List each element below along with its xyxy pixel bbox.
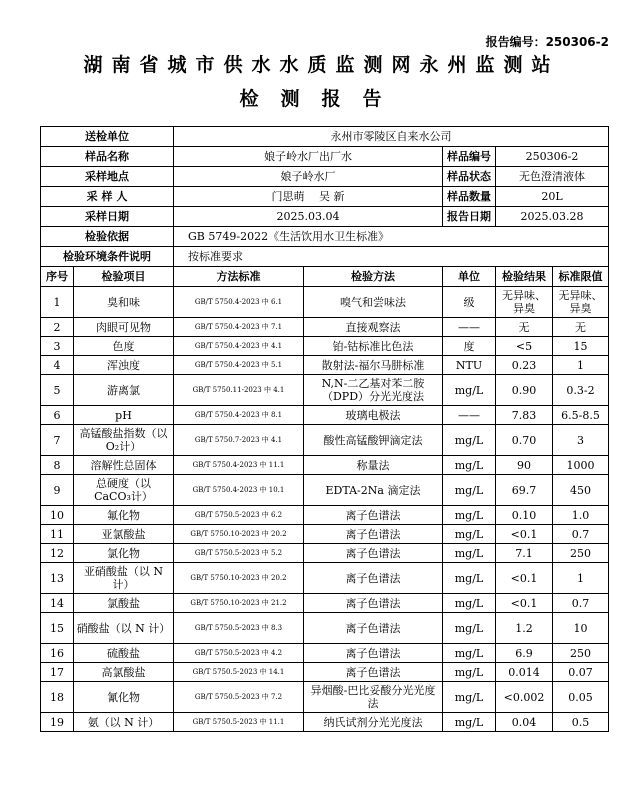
row-std-cell: GB/T 5750.5-2023 中 7.2 [174, 682, 304, 713]
table-row [41, 475, 609, 506]
row-result-cell: 0.04 [496, 713, 553, 732]
row-result-cell: <0.1 [496, 594, 553, 613]
row-item-cell: 高氯酸盐 [74, 663, 174, 682]
row-limit-cell: 1000 [553, 456, 609, 475]
info-row-site [41, 167, 609, 187]
row-result-cell: 0.23 [496, 356, 553, 375]
table-row [41, 425, 609, 456]
state-label: 样品状态 [443, 167, 496, 187]
report-number: 报告编号：250306-2 [485, 35, 609, 49]
row-result-cell: <0.1 [496, 563, 553, 594]
row-no-cell: 4 [41, 356, 74, 375]
qty-value: 20L [496, 187, 609, 207]
row-method-cell: 离子色谱法 [304, 563, 443, 594]
row-limit-cell: 0.3-2 [553, 375, 609, 406]
row-no-cell: 9 [41, 475, 74, 506]
organization-title: 湖南省城市供水水质监测网永州监测站 [83, 54, 560, 76]
row-item-cell: 游离氯 [74, 375, 174, 406]
row-no-cell: 1 [41, 287, 74, 318]
row-item-cell: 亚氯酸盐 [74, 525, 174, 544]
row-std-cell: GB/T 5750.11-2023 中 4.1 [174, 375, 304, 406]
row-item-cell: 肉眼可见物 [74, 318, 174, 337]
row-no-cell: 16 [41, 644, 74, 663]
sample-no-label: 样品编号 [443, 147, 496, 167]
row-std-cell: GB/T 5750.5-2023 中 8.3 [174, 613, 304, 644]
row-unit-cell: mg/L [443, 425, 496, 456]
info-row-basis [41, 227, 609, 247]
row-std-cell: GB/T 5750.10-2023 中 21.2 [174, 594, 304, 613]
row-unit-cell: mg/L [443, 663, 496, 682]
table-row [41, 644, 609, 663]
row-result-cell: <0.002 [496, 682, 553, 713]
report-date-label: 报告日期 [443, 207, 496, 227]
row-std-cell: GB/T 5750.4-2023 中 10.1 [174, 475, 304, 506]
sampler-value: 门思萌 吴 新 [174, 187, 443, 207]
row-result-cell: 69.7 [496, 475, 553, 506]
basis-label: 检验依据 [41, 227, 174, 247]
row-method-cell: 离子色谱法 [304, 663, 443, 682]
row-unit-cell: mg/L [443, 682, 496, 713]
row-std-cell: GB/T 5750.5-2023 中 14.1 [174, 663, 304, 682]
row-method-cell: 离子色谱法 [304, 506, 443, 525]
row-item-cell: 高锰酸盐指数（以 O₂计） [74, 425, 174, 456]
row-limit-cell: 0.05 [553, 682, 609, 713]
row-method-cell: 异烟酸-巴比妥酸分光光度法 [304, 682, 443, 713]
row-limit-cell: 250 [553, 544, 609, 563]
site-value: 娘子岭水厂 [174, 167, 443, 187]
row-no-cell: 13 [41, 563, 74, 594]
row-limit-cell: 0.07 [553, 663, 609, 682]
row-limit-cell: 无 [553, 318, 609, 337]
row-limit-cell: 0.7 [553, 594, 609, 613]
row-item-cell: 溶解性总固体 [74, 456, 174, 475]
row-item-cell: 色度 [74, 337, 174, 356]
row-item-cell: pH [74, 406, 174, 425]
col-std-header: 方法标准 [174, 267, 304, 287]
row-result-cell: 无异味、异臭 [496, 287, 553, 318]
row-unit-cell: —— [443, 318, 496, 337]
row-std-cell: GB/T 5750.4-2023 中 11.1 [174, 456, 304, 475]
row-unit-cell: mg/L [443, 594, 496, 613]
site-label: 采样地点 [41, 167, 174, 187]
table-row [41, 287, 609, 318]
row-no-cell: 10 [41, 506, 74, 525]
col-result-header: 检验结果 [496, 267, 553, 287]
row-std-cell: GB/T 5750.7-2023 中 4.1 [174, 425, 304, 456]
sample-no-value: 250306-2 [496, 147, 609, 167]
row-item-cell: 硫酸盐 [74, 644, 174, 663]
row-method-cell: 纳氏试剂分光光度法 [304, 713, 443, 732]
sampler-label: 采 样 人 [41, 187, 174, 207]
row-result-cell: 0.10 [496, 506, 553, 525]
row-limit-cell: 1.0 [553, 506, 609, 525]
table-row [41, 356, 609, 375]
row-unit-cell: mg/L [443, 506, 496, 525]
row-method-cell: 酸性高锰酸钾滴定法 [304, 425, 443, 456]
row-limit-cell: 250 [553, 644, 609, 663]
table-row [41, 613, 609, 644]
row-result-cell: 无 [496, 318, 553, 337]
date-label: 采样日期 [41, 207, 174, 227]
sample-name-label: 样品名称 [41, 147, 174, 167]
document-title: 检测报告 [239, 88, 404, 110]
date-value: 2025.03.04 [174, 207, 443, 227]
row-method-cell: 离子色谱法 [304, 525, 443, 544]
row-item-cell: 氨（以 N 计） [74, 713, 174, 732]
column-header-row [41, 267, 609, 287]
row-item-cell: 总硬度（以 CaCO₃计） [74, 475, 174, 506]
row-item-cell: 氯化物 [74, 544, 174, 563]
row-unit-cell: 度 [443, 337, 496, 356]
row-item-cell: 氯酸盐 [74, 594, 174, 613]
row-no-cell: 14 [41, 594, 74, 613]
row-std-cell: GB/T 5750.5-2023 中 4.2 [174, 644, 304, 663]
row-result-cell: 90 [496, 456, 553, 475]
table-row [41, 506, 609, 525]
row-no-cell: 8 [41, 456, 74, 475]
row-method-cell: EDTA-2Na 滴定法 [304, 475, 443, 506]
row-unit-cell: mg/L [443, 375, 496, 406]
row-item-cell: 氰化物 [74, 682, 174, 713]
col-limit-header: 标准限值 [553, 267, 609, 287]
row-unit-cell: 级 [443, 287, 496, 318]
row-method-cell: 称量法 [304, 456, 443, 475]
client-value: 永州市零陵区自来水公司 [174, 127, 609, 147]
table-row [41, 456, 609, 475]
row-method-cell: 散射法-福尔马肼标准 [304, 356, 443, 375]
row-unit-cell: mg/L [443, 544, 496, 563]
table-row [41, 544, 609, 563]
row-result-cell: 6.9 [496, 644, 553, 663]
row-item-cell: 氟化物 [74, 506, 174, 525]
basis-value: GB 5749-2022《生活饮用水卫生标准》 [174, 227, 609, 247]
table-row [41, 375, 609, 406]
env-label: 检验环境条件说明 [41, 247, 174, 267]
result-rows [41, 287, 609, 732]
row-no-cell: 5 [41, 375, 74, 406]
info-row-env [41, 247, 609, 267]
row-no-cell: 7 [41, 425, 74, 456]
table-row [41, 318, 609, 337]
row-no-cell: 6 [41, 406, 74, 425]
row-unit-cell: mg/L [443, 475, 496, 506]
info-row-sample [41, 147, 609, 167]
row-item-cell: 硝酸盐（以 N 计） [74, 613, 174, 644]
row-result-cell: <0.1 [496, 525, 553, 544]
table-row [41, 682, 609, 713]
table-row [41, 563, 609, 594]
qty-label: 样品数量 [443, 187, 496, 207]
row-limit-cell: 无异味、异臭 [553, 287, 609, 318]
row-no-cell: 19 [41, 713, 74, 732]
row-unit-cell: mg/L [443, 644, 496, 663]
row-unit-cell: mg/L [443, 713, 496, 732]
row-unit-cell: —— [443, 406, 496, 425]
row-result-cell: 0.90 [496, 375, 553, 406]
row-limit-cell: 1 [553, 563, 609, 594]
client-label: 送检单位 [41, 127, 174, 147]
row-std-cell: GB/T 5750.4-2023 中 4.1 [174, 337, 304, 356]
row-method-cell: 铂-钴标准比色法 [304, 337, 443, 356]
table-row [41, 663, 609, 682]
row-limit-cell: 0.5 [553, 713, 609, 732]
row-std-cell: GB/T 5750.5-2023 中 6.2 [174, 506, 304, 525]
row-limit-cell: 6.5-8.5 [553, 406, 609, 425]
row-no-cell: 11 [41, 525, 74, 544]
row-unit-cell: mg/L [443, 456, 496, 475]
state-value: 无色澄清液体 [496, 167, 609, 187]
row-std-cell: GB/T 5750.10-2023 中 20.2 [174, 563, 304, 594]
row-std-cell: GB/T 5750.4-2023 中 7.1 [174, 318, 304, 337]
row-limit-cell: 3 [553, 425, 609, 456]
table-row [41, 406, 609, 425]
col-no-header: 序号 [41, 267, 74, 287]
row-method-cell: 离子色谱法 [304, 644, 443, 663]
row-std-cell: GB/T 5750.10-2023 中 20.2 [174, 525, 304, 544]
row-no-cell: 15 [41, 613, 74, 644]
report-table [40, 126, 609, 732]
info-row-date [41, 207, 609, 227]
row-no-cell: 2 [41, 318, 74, 337]
row-result-cell: 0.70 [496, 425, 553, 456]
row-no-cell: 18 [41, 682, 74, 713]
row-unit-cell: mg/L [443, 525, 496, 544]
row-item-cell: 浑浊度 [74, 356, 174, 375]
row-result-cell: 1.2 [496, 613, 553, 644]
row-item-cell: 亚硝酸盐（以 N 计） [74, 563, 174, 594]
row-no-cell: 17 [41, 663, 74, 682]
row-method-cell: 离子色谱法 [304, 594, 443, 613]
table-row [41, 594, 609, 613]
row-unit-cell: mg/L [443, 613, 496, 644]
table-row [41, 525, 609, 544]
row-limit-cell: 0.7 [553, 525, 609, 544]
row-unit-cell: mg/L [443, 563, 496, 594]
env-value: 按标准要求 [174, 247, 609, 267]
col-unit-header: 单位 [443, 267, 496, 287]
row-method-cell: 直接观察法 [304, 318, 443, 337]
row-result-cell: 7.83 [496, 406, 553, 425]
row-limit-cell: 450 [553, 475, 609, 506]
info-row-client [41, 127, 609, 147]
col-method-header: 检验方法 [304, 267, 443, 287]
row-method-cell: 离子色谱法 [304, 544, 443, 563]
row-limit-cell: 10 [553, 613, 609, 644]
row-item-cell: 臭和味 [74, 287, 174, 318]
row-limit-cell: 15 [553, 337, 609, 356]
row-std-cell: GB/T 5750.5-2023 中 11.1 [174, 713, 304, 732]
row-std-cell: GB/T 5750.4-2023 中 5.1 [174, 356, 304, 375]
report-date-value: 2025.03.28 [496, 207, 609, 227]
info-row-sampler [41, 187, 609, 207]
row-method-cell: N,N-二乙基对苯二胺（DPD）分光光度法 [304, 375, 443, 406]
table-row [41, 337, 609, 356]
sample-name-value: 娘子岭水厂出厂水 [174, 147, 443, 167]
row-unit-cell: NTU [443, 356, 496, 375]
row-std-cell: GB/T 5750.4-2023 中 8.1 [174, 406, 304, 425]
row-std-cell: GB/T 5750.5-2023 中 5.2 [174, 544, 304, 563]
row-limit-cell: 1 [553, 356, 609, 375]
row-result-cell: 7.1 [496, 544, 553, 563]
table-row [41, 713, 609, 732]
row-result-cell: <5 [496, 337, 553, 356]
row-method-cell: 嗅气和尝味法 [304, 287, 443, 318]
row-std-cell: GB/T 5750.4-2023 中 6.1 [174, 287, 304, 318]
row-no-cell: 12 [41, 544, 74, 563]
col-item-header: 检验项目 [74, 267, 174, 287]
row-method-cell: 玻璃电极法 [304, 406, 443, 425]
row-no-cell: 3 [41, 337, 74, 356]
row-result-cell: 0.014 [496, 663, 553, 682]
row-method-cell: 离子色谱法 [304, 613, 443, 644]
